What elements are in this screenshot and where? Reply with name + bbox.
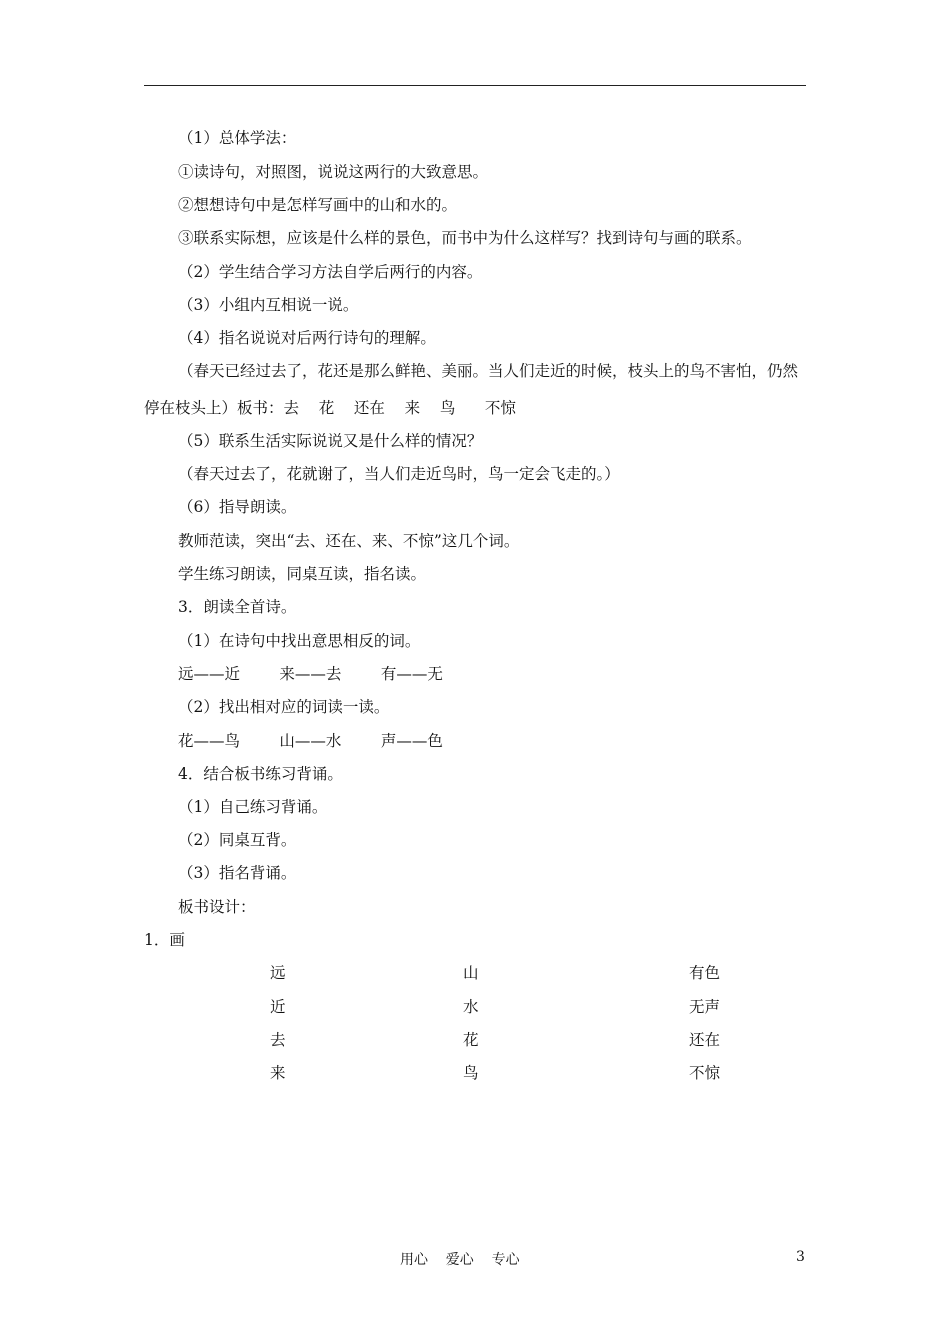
page-number: 3: [796, 1249, 805, 1265]
board-cell: 去: [270, 1031, 286, 1049]
recite-self: （1）自己练习背诵。: [178, 798, 328, 816]
board-design-heading: 板书设计：: [178, 898, 256, 916]
step-3-group-talk: （3）小组内互相说一说。: [178, 296, 359, 314]
board-cell: 鸟: [463, 1064, 479, 1082]
board-cell: 有色: [689, 964, 721, 982]
method-step-2: ②想想诗句中是怎样写画中的山和水的。: [178, 196, 458, 214]
teacher-model-reading: 教师范读，突出“去、还在、来、不惊”这几个词。: [178, 532, 520, 550]
footer-slogan: 用心 爱心 专心: [400, 1252, 520, 1268]
board-cell: 不惊: [689, 1064, 721, 1082]
method-heading: （1）总体学法：: [178, 129, 297, 147]
corresponding-pairs: 花——鸟 山——水 声——色: [178, 732, 443, 750]
method-step-1: ①读诗句，对照图，说说这两行的大致意思。: [178, 163, 489, 181]
board-cell: 花: [463, 1031, 479, 1049]
header-rule: [144, 85, 806, 86]
explanation-paragraph-line-2: 停在枝头上）板书：去 花 还在 来 鸟 不惊: [144, 399, 516, 417]
recite-named: （3）指名背诵。: [178, 864, 297, 882]
board-cell: 来: [270, 1064, 286, 1082]
step-5-real-life: （5）联系生活实际说说又是什么样的情况？: [178, 432, 483, 450]
step-4-explain: （4）指名说说对后两行诗句的理解。: [178, 329, 436, 347]
real-life-answer: （春天过去了，花就谢了，当人们走近鸟时，鸟一定会飞走的。）: [178, 465, 620, 483]
antonym-task: （1）在诗句中找出意思相反的词。: [178, 632, 421, 650]
step-2-self-study: （2）学生结合学习方法自学后两行的内容。: [178, 263, 483, 281]
board-cell: 水: [463, 998, 479, 1016]
section-3-heading: 3．朗读全首诗。: [178, 598, 297, 616]
explanation-paragraph-line-1: （春天已经过去了，花还是那么鲜艳、美丽。当人们走近的时候，枝头上的鸟不害怕，仍然: [178, 362, 799, 380]
step-6-reading-guide: （6）指导朗读。: [178, 498, 297, 516]
board-cell: 无声: [689, 998, 721, 1016]
recite-partner: （2）同桌互背。: [178, 831, 297, 849]
student-practice-reading: 学生练习朗读，同桌互读，指名读。: [178, 565, 427, 583]
antonym-pairs: 远——近 来——去 有——无: [178, 665, 443, 683]
board-title: 1．画: [144, 931, 185, 949]
corresponding-task: （2）找出相对应的词读一读。: [178, 698, 390, 716]
board-cell: 山: [463, 964, 479, 982]
section-4-heading: 4．结合板书练习背诵。: [178, 765, 343, 783]
board-cell: 远: [270, 964, 286, 982]
board-cell: 近: [270, 998, 286, 1016]
method-step-3: ③联系实际想，应该是什么样的景色，而书中为什么这样写？找到诗句与画的联系。: [178, 229, 752, 247]
board-cell: 还在: [689, 1031, 721, 1049]
